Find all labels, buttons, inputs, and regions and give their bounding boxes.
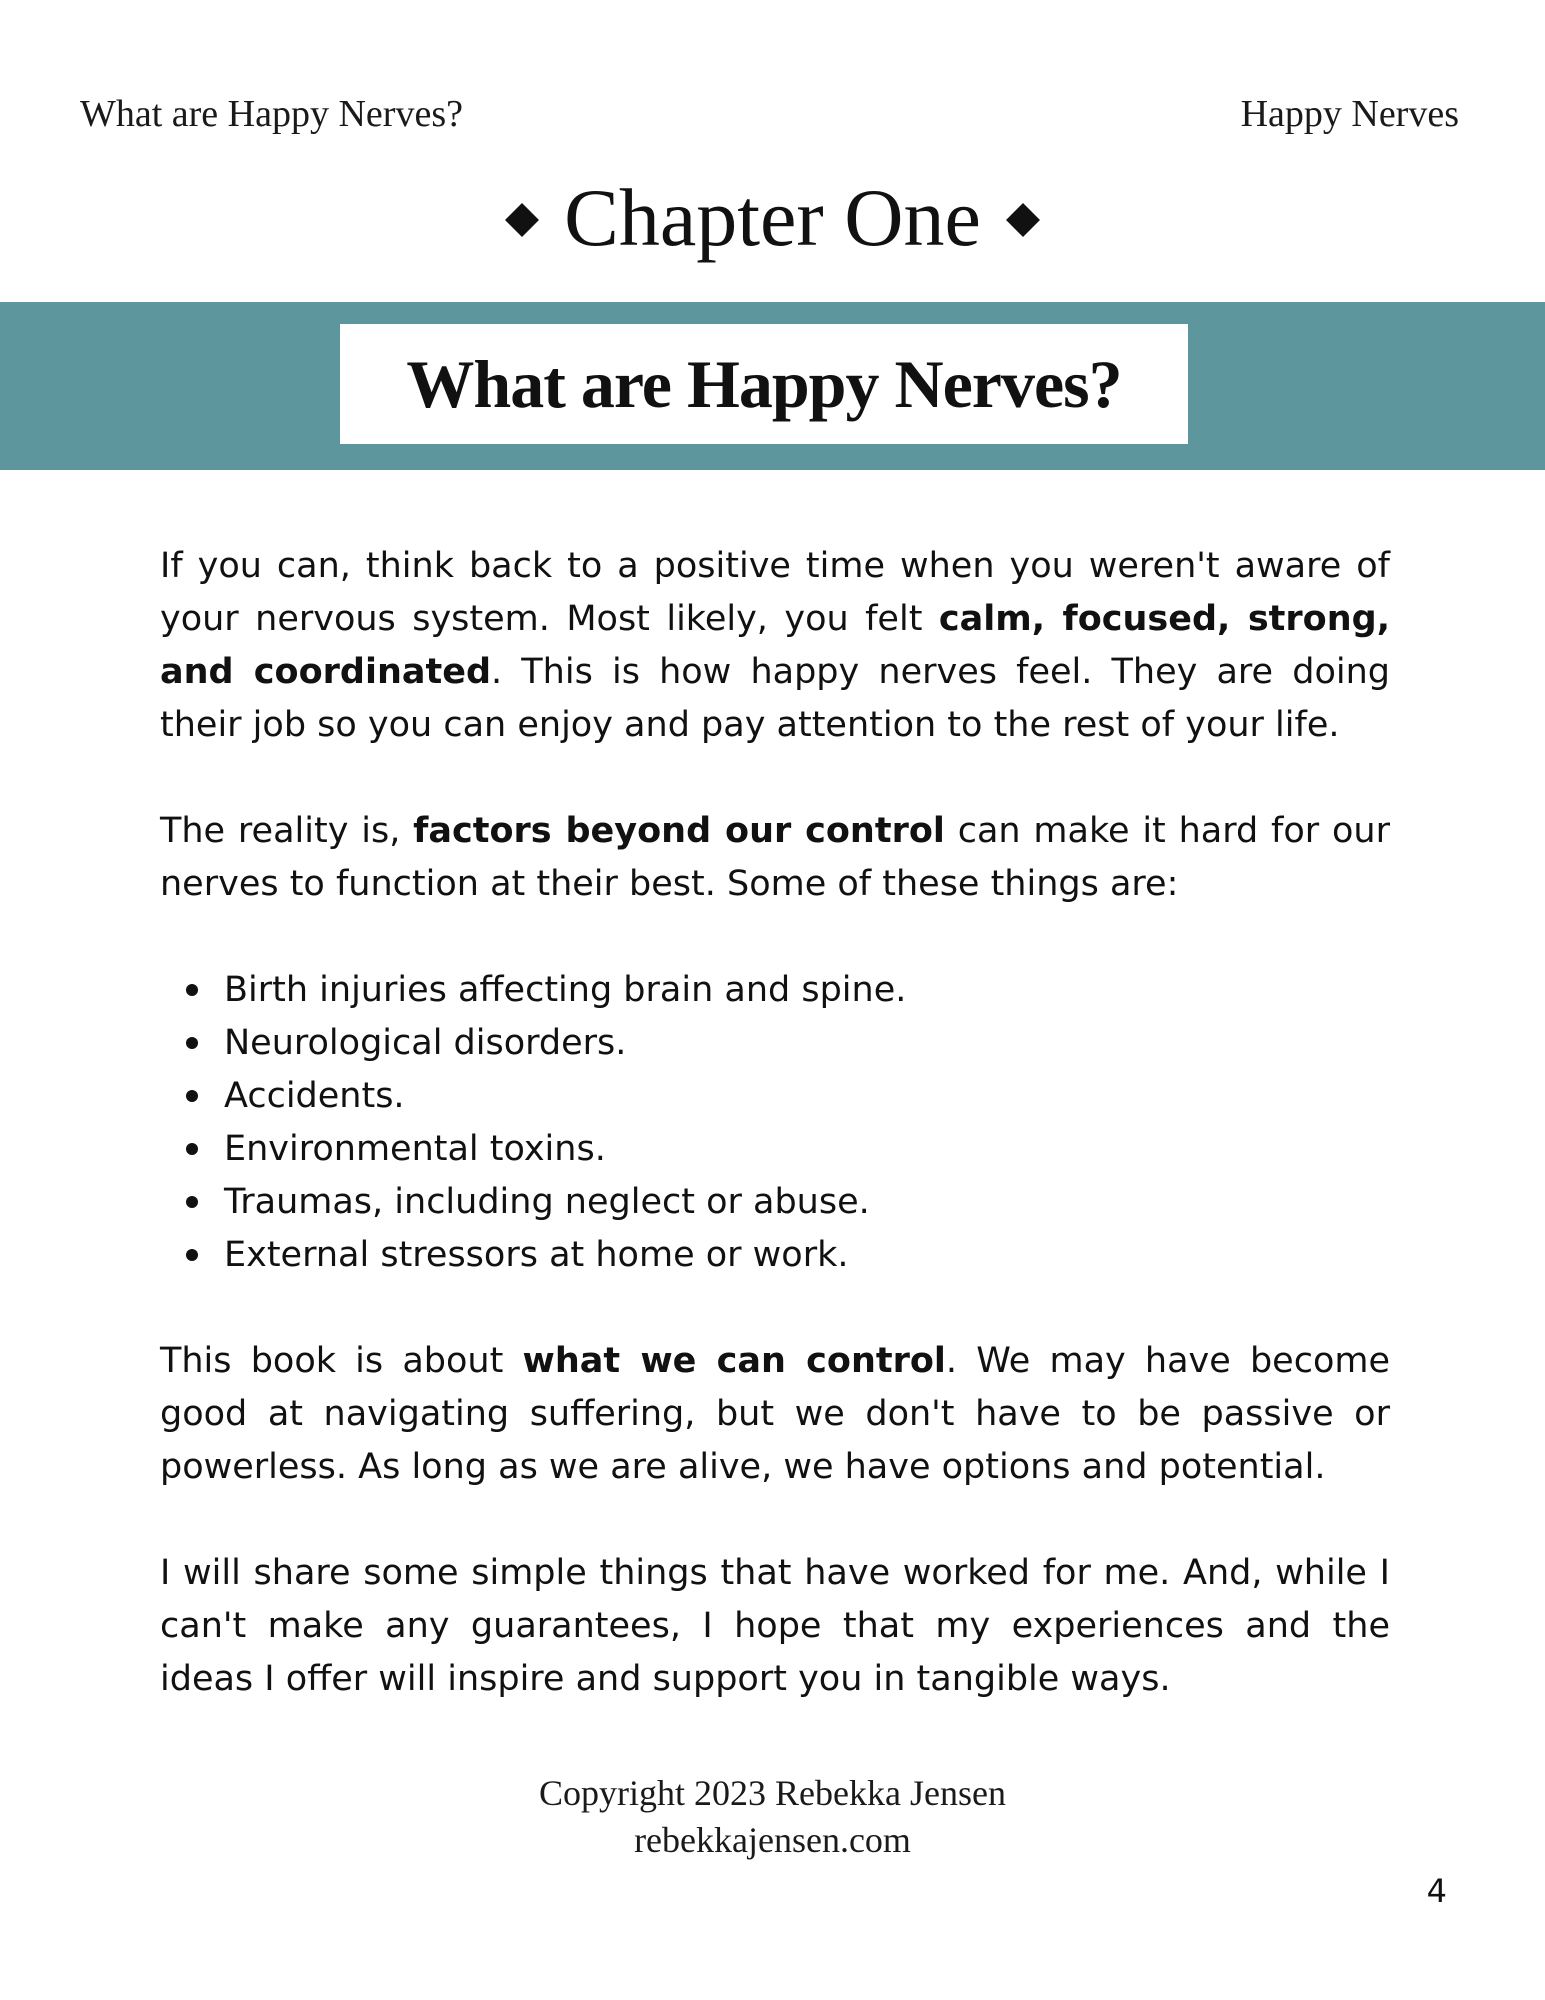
factors-list	[160, 964, 1390, 1282]
list-item: External stressors at home or work.	[224, 1229, 1390, 1282]
body-content	[160, 540, 1390, 1759]
paragraph-factors	[160, 805, 1390, 911]
list-item: Birth injuries affecting brain and spine.	[224, 964, 1390, 1017]
list-item: Accidents.	[224, 1070, 1390, 1123]
page-number: 4	[1426, 1872, 1447, 1910]
website-link[interactable]: rebekkajensen.com	[634, 1820, 911, 1860]
page-title: What are Happy Nerves?	[406, 345, 1122, 422]
emphasis-text: calm, focused, strong, and coordinated	[160, 599, 1390, 692]
emphasis-text: what we can control	[522, 1341, 946, 1381]
list-item: Neurological disorders.	[224, 1017, 1390, 1070]
paragraph-text: The reality is,	[160, 811, 414, 851]
chapter-label: Chapter One	[564, 172, 981, 263]
paragraph-text: . We may have become good at navigating suffering, but we don't have to be passive or powerless. As long as we are alive, we have options and potential.	[160, 1341, 1390, 1487]
copyright-text: Copyright 2023 Rebekka Jensen	[539, 1773, 1006, 1813]
running-header-left: What are Happy Nerves?	[80, 93, 463, 135]
chapter-heading	[0, 168, 1545, 268]
title-box	[340, 324, 1188, 444]
footer	[0, 1770, 1545, 1864]
paragraph-text: This book is about	[160, 1341, 523, 1381]
list-item: Environmental toxins.	[224, 1123, 1390, 1176]
paragraph-text: can make it hard for our nerves to function at their best. Some of these things are:	[160, 811, 1390, 904]
paragraph-intro	[160, 540, 1390, 752]
emphasis-text: factors beyond our control	[413, 811, 945, 851]
diamond-icon	[505, 203, 539, 237]
paragraph-text: If you can, think back to a positive time when you weren't aware of your nervous system. Most likely, you felt	[160, 546, 1390, 639]
paragraph-control	[160, 1335, 1390, 1494]
paragraph-text: . This is how happy nerves feel. They are doing their job so you can enjoy and pay attention to the rest of your life.	[160, 652, 1390, 745]
diamond-icon	[1006, 203, 1040, 237]
running-header-right: Happy Nerves	[1240, 93, 1459, 135]
list-item: Traumas, including neglect or abuse.	[224, 1176, 1390, 1229]
paragraph-share: I will share some simple things that have worked for me. And, while I can't make any guarantees, I hope that my experiences and the ideas I offer will inspire and support you in tangible ways.	[160, 1553, 1390, 1699]
